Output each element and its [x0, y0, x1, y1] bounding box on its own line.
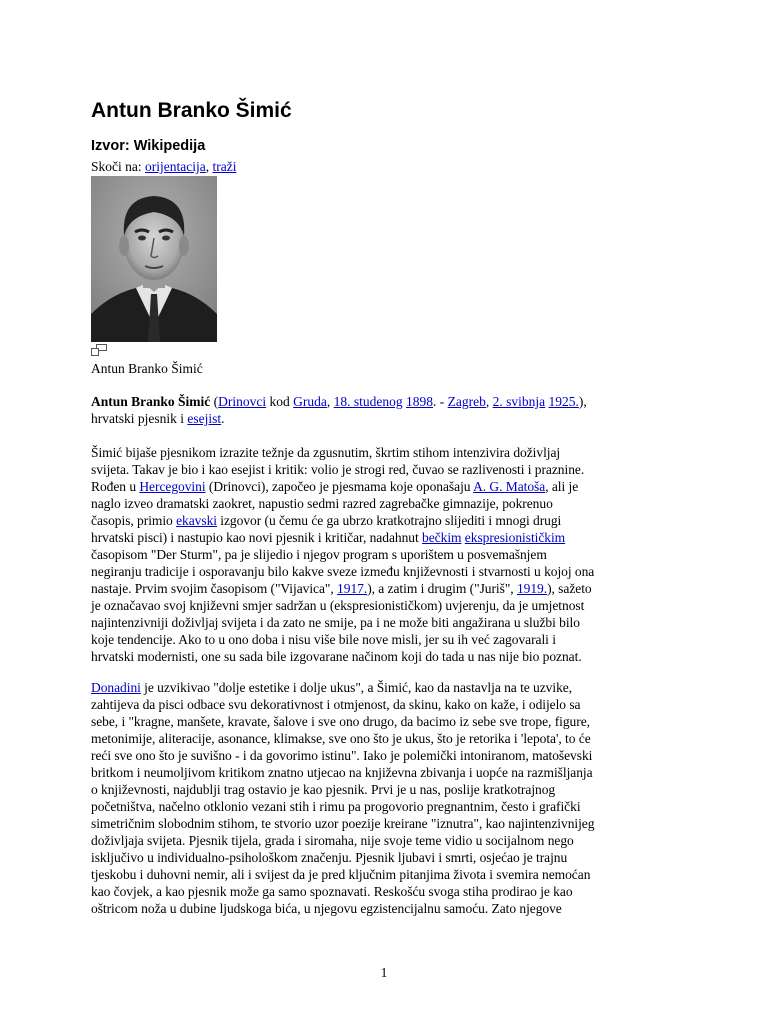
text-run: nastaje. Prvim svojim časopisom ("Vijavica",	[91, 581, 338, 596]
text-line: časopisom "Der Sturm", pa je slijedio i njegov program s uporištem u posvemašnjem	[91, 547, 547, 562]
link-death-year[interactable]: 1925.	[548, 394, 579, 409]
link-birthplace[interactable]: Drinovci	[218, 394, 267, 409]
text-line: početništva, načelno otklonio vezani stih i rimu pa progovorio pregnantnim, često i grafički	[91, 799, 581, 814]
text-run: hrvatski pjesnik i	[91, 411, 188, 426]
text-run: ), a zatim i drugim ("Juriš",	[367, 581, 517, 596]
link-navigation[interactable]: orijentacija	[145, 159, 206, 174]
link-death-date[interactable]: 2. svibnja	[492, 394, 546, 409]
link-viennese[interactable]: bečkim	[422, 530, 462, 545]
text-run: ,	[326, 394, 334, 409]
text-run: hrvatski pisci) i nastupio kao novi pjesnik i kritičar, nadahnut	[91, 530, 423, 545]
text-line: simetričnim slobodnim stihom, te stvorio uzor poezije kreirane "iznutra", kao najintenzivnijeg	[91, 816, 595, 831]
page-number: 1	[380, 965, 388, 980]
link-birth-year[interactable]: 1898	[406, 394, 434, 409]
page-title: Antun Branko Šimić	[91, 99, 292, 122]
text-line	[91, 679, 594, 696]
text-line	[91, 478, 594, 495]
link-essayist[interactable]: esejist	[187, 411, 222, 426]
text-line: oštricom noža u dubine ljudskoga bića, u njegovu egzistencijalnu samoću. Zato njegove	[91, 901, 562, 916]
text-line: kao čovjek, a kao pjesnik može ga samo spoznavati. Reskošću svoga stiha prodirao je kao	[91, 884, 573, 899]
portrait-photo[interactable]	[91, 176, 217, 342]
text-run: (	[210, 394, 219, 409]
text-run: .	[221, 411, 225, 426]
text-line: negiranju tradicije i osporavanju bilo kakve sveze između književnosti i stvarnosti u kojoj ona	[91, 564, 595, 579]
link-herzegovina[interactable]: Hercegovini	[139, 479, 206, 494]
image-caption: Antun Branko Šimić	[91, 361, 203, 376]
link-ekavian[interactable]: ekavski	[176, 513, 217, 528]
link-year-1917[interactable]: 1917.	[337, 581, 368, 596]
link-search[interactable]: traži	[212, 159, 237, 174]
source-line: Izvor: Wikipedija	[91, 138, 206, 154]
enlarge-icon[interactable]	[91, 344, 107, 356]
text-run: (Drinovci), započeo je pjesmama koje oponašaju	[205, 479, 474, 494]
subject-name: Antun Branko Šimić	[91, 394, 211, 409]
text-line: metonimije, aliteracije, asonance, klimakse, sve ono što je ukus, što je retorika i 'lepota', to će	[91, 731, 591, 746]
text-line: svijeta. Takav je bio i kao esejist i kritik: volio je strogi red, čuvao se razlivenosti i praznine.	[91, 462, 585, 477]
text-run: . -	[433, 394, 448, 409]
text-line: britkom i neumoljivom kritikom znatno utjecao na književna zbivanja i uopće na razmišljanja	[91, 765, 593, 780]
text-run: izgovor (u čemu će ga ubrzo kratkotrajno slijediti i mnogi drugi	[216, 513, 562, 528]
jump-prefix: Skoči na:	[91, 159, 145, 174]
jump-separator: ,	[205, 159, 213, 174]
text-run: ),	[578, 394, 587, 409]
text-run: je uzvikivao "dolje estetike i dolje ukus", a Šimić, kao da nastavlja na te uzvike,	[140, 680, 573, 695]
text-line: o književnosti, najdublji trag ostavio je kao pjesnik. Prvi je u nas, poslije kratkotrajnog	[91, 782, 556, 797]
text-line	[91, 529, 594, 546]
text-run: ,	[485, 394, 493, 409]
text-line: je označavao svoj književni smjer sadržan u (ekspresionističkom) uvjerenju, da je umjetnost	[91, 598, 585, 613]
text-line: zahtijeva da pisci odbace svu dekorativnost i otmjenost, da skinu, kako on kaže, i odijelo sa	[91, 697, 581, 712]
text-line	[91, 512, 594, 529]
paragraph-1	[91, 444, 594, 665]
paragraph-2	[91, 679, 594, 917]
link-birth-date[interactable]: 18. studenog	[333, 394, 403, 409]
text-run: Rođen u	[91, 479, 140, 494]
link-year-1919[interactable]: 1919.	[516, 581, 548, 596]
portrait-image	[91, 176, 217, 342]
link-matos[interactable]: A. G. Matoša	[473, 479, 546, 494]
text-line: isključivo u individualno-psihološkom značenju. Pjesnik ljubavi i smrti, osjećao je trajnu	[91, 850, 568, 865]
link-donadini[interactable]: Donadini	[91, 680, 141, 695]
text-run: ), sažeto	[547, 581, 592, 596]
text-line: koje tendencije. Ako to u ono doba i nisu više bile nove misli, jer su ih već zagovarali i	[91, 632, 556, 647]
link-expressionist[interactable]: ekspresionističkim	[464, 530, 566, 545]
text-line: doživljaja svijeta. Pjesnik tijela, grada i siromaha, nije svoje teme vidio u socijalnom nego	[91, 833, 574, 848]
text-line	[91, 580, 594, 597]
text-line: sebe, i "kragne, manšete, kravate, šalove i sve ono drugo, da bacimo iz sebe sve trope, figure,	[91, 714, 590, 729]
text-line: najintenzivniji doživljaj svijeta i da zato ne smije, pa i ne može biti angažirana u službi bilo	[91, 615, 580, 630]
lead-paragraph	[91, 393, 691, 427]
jump-to-line	[91, 158, 236, 176]
text-run: časopis, primio	[91, 513, 177, 528]
text-line: tjeskobu i duhovni nemir, ali i svijest da je pred ključnim pitanjima života i svemira nemoćan	[91, 867, 591, 882]
text-line: Šimić bijaše pjesnikom izrazite težnje da zgusnutim, škrtim stihom intenzivira doživljaj	[91, 445, 561, 460]
text-line: reći sve ono što je suvišno - i da govorimo istinu". Iako je polemički intoniranom, matoševski	[91, 748, 593, 763]
text-run: , ali je	[545, 479, 579, 494]
text-line: hrvatski modernisti, one su sada bile izgovarane načinom koji do tada u nas nije bio poznat.	[91, 649, 582, 664]
text-run: kod	[266, 394, 294, 409]
link-deathplace[interactable]: Zagreb	[447, 394, 486, 409]
text-line: naglo izveo dramatski zaokret, napustio sedmi razred zagrebačke gimnazije, pokrenuo	[91, 496, 553, 511]
link-region[interactable]: Gruda	[293, 394, 327, 409]
